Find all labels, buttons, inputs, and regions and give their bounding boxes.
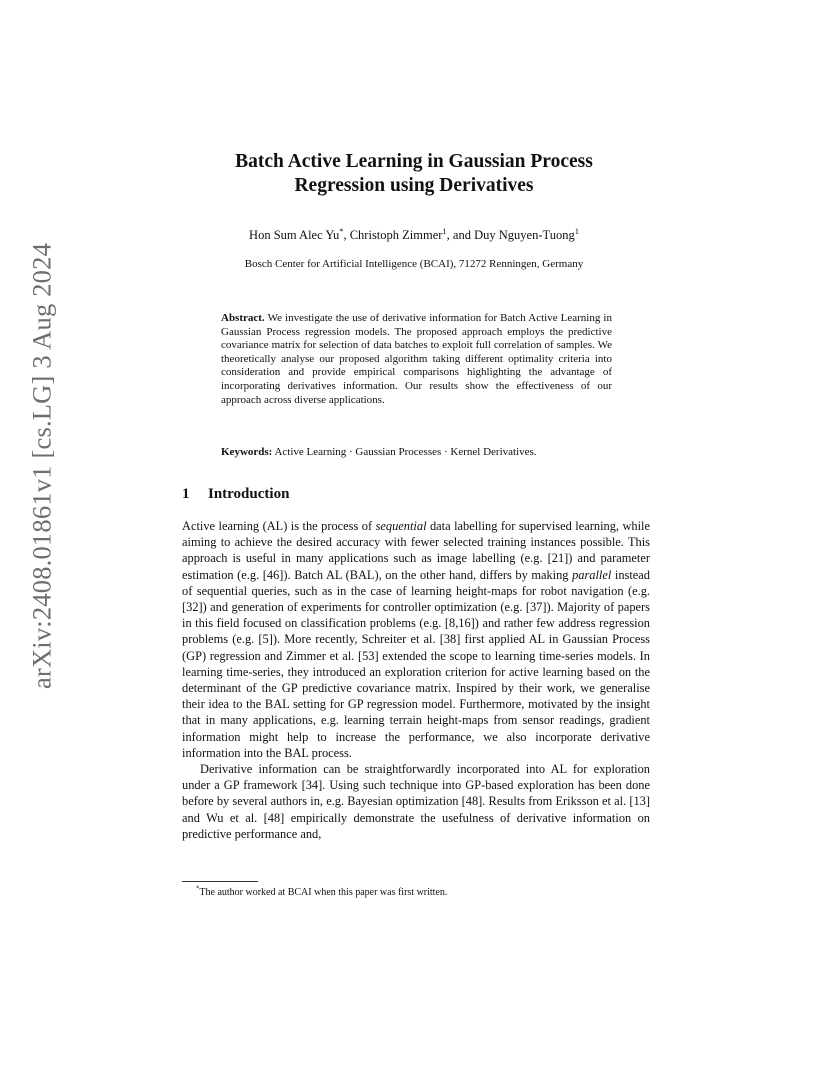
paragraph xyxy=(182,518,650,761)
footnote-rule xyxy=(182,881,258,882)
author-name: Duy Nguyen-Tuong xyxy=(474,228,575,242)
abstract-label: Abstract. xyxy=(221,312,265,324)
paragraph: Derivative information can be straightforwardly incorporated into AL for exploration under a GP framework [34]. Using such technique into GP-based exploration has been done before by several authors in, e.g. Bayesian optimization [48]. Results from Eriksson et al. [13] and Wu et al. [48] empirically demonstrate the usefulness of derivative information on predictive performance and, xyxy=(182,762,650,841)
keywords xyxy=(221,446,621,458)
paper-title-line-1: Batch Active Learning in Gaussian Process xyxy=(235,151,593,172)
keywords-label: Keywords: xyxy=(221,446,273,458)
author-affiliation-mark: 1 xyxy=(442,225,447,236)
footnote-text: The author worked at BCAI when this paper was first written. xyxy=(199,887,448,898)
paragraph-text: instead of sequential queries, such as in the case of learning height-maps for robot navigation (e.g. [32]) and generation of experiments for controller optimization (e.g. [37]). Majority of papers in this field focused on classification problems (e.g. [8,16]) and rather few address regression problems (e.g. [5]). More recently, Schreiter et al. [38] first applied AL in Gaussian Process (GP) regression and Zimmer et al. [53] extended the scope to learning time-series models. In learning time-series, they introduced an exploration criterion for active learning based on the determinant of the GP predictive covariance matrix. Inspired by their work, we generalise their idea to the BAL setting for GP regression model. Furthermore, motivated by the insight that in many applications, e.g. learning terrain height-maps from sensor readings, gradient information might help to increase the performance, we also incorporate derivative information into the BAL process. xyxy=(182,567,650,760)
section-title: Introduction xyxy=(208,486,290,502)
footnote-mark: * xyxy=(196,885,200,893)
section-heading xyxy=(182,486,289,503)
paper-title-line-2: Regression using Derivatives xyxy=(294,175,534,196)
paragraph-text: Active learning (AL) is the process of xyxy=(182,519,376,533)
author-separator: , and xyxy=(446,228,475,242)
emphasis: sequential xyxy=(375,519,427,533)
author-footnote-mark: * xyxy=(339,225,344,236)
footnote xyxy=(196,887,447,898)
abstract xyxy=(221,312,612,407)
paper-title xyxy=(0,150,828,198)
arxiv-sidebar xyxy=(18,242,66,690)
body-text xyxy=(182,518,650,842)
section-number: 1 xyxy=(182,486,190,502)
abstract-text: We investigate the use of derivative information for Batch Active Learning in Gaussian Process regression models. The proposed approach employs the predictive covariance matrix for selection of data batches to exploit full correlation of samples. We theoretically analyse our proposed algorithm taking different optimality criteria into consideration and provide empirical comparisons highlighting the advantage of incorporating derivatives information. Our results show the effectiveness of our approach across diverse applications. xyxy=(221,312,612,406)
author-list xyxy=(0,225,828,243)
author-name: Hon Sum Alec Yu xyxy=(249,228,340,242)
author-name: Christoph Zimmer xyxy=(349,228,443,242)
affiliation: Bosch Center for Artificial Intelligence (BCAI), 71272 Renningen, Germany xyxy=(244,258,584,270)
author-separator: , xyxy=(343,228,350,242)
arxiv-identifier: arXiv:2408.01861v1 [cs.LG] 3 Aug 2024 xyxy=(26,242,57,690)
keywords-text: Active Learning · Gaussian Processes · Kernel Derivatives. xyxy=(274,446,537,458)
author-affiliation-mark: 1 xyxy=(574,225,579,236)
paragraph-text: data labelling for supervised learning, while aiming to achieve the desired accuracy with fewer selected training instances possible. This approach is useful in many applications such as image labelling (e.g. [21]) and parameter estimation (e.g. [46]). Batch AL (BAL), on the other hand, differs by making xyxy=(182,519,650,582)
emphasis: parallel xyxy=(572,567,612,582)
